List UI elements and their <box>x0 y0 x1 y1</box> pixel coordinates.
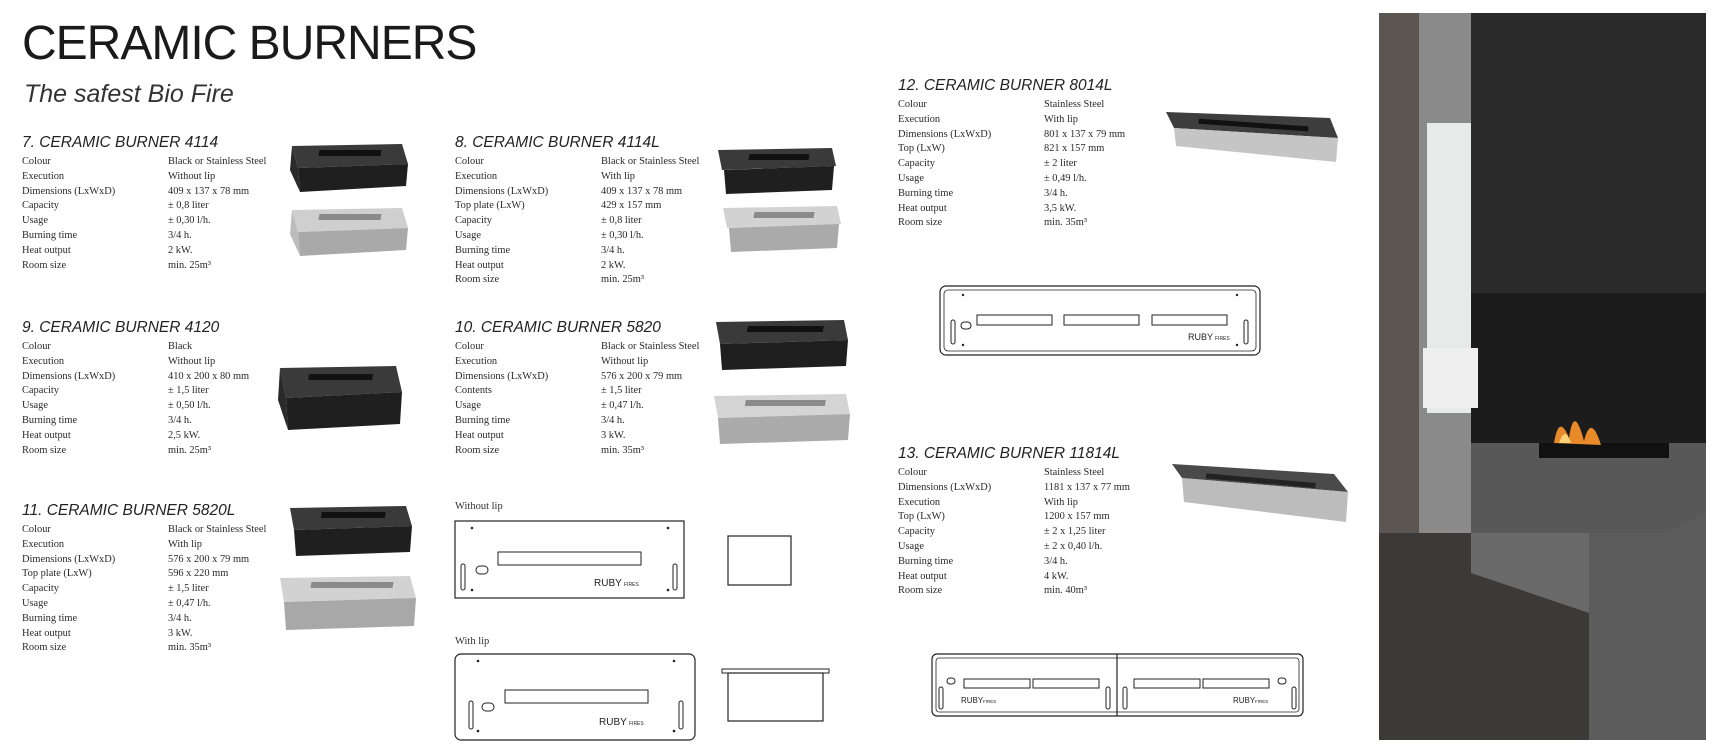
spec-label: Room size <box>22 642 67 654</box>
page-subtitle: The safest Bio Fire <box>24 80 234 108</box>
svg-text:FIRES: FIRES <box>1215 336 1230 342</box>
spec-label: Top (LxW) <box>898 511 945 523</box>
product-10 <box>455 319 699 458</box>
spec-label: Colour <box>898 99 927 110</box>
spec-value: ± 1,5 liter <box>601 385 642 397</box>
burner-black-image <box>712 140 837 202</box>
product-title: 13. CERAMIC BURNER 11814L <box>898 445 1120 462</box>
burner-11814l-drawing <box>931 653 1305 718</box>
spec-value: 409 x 137 x 78 mm <box>168 185 250 197</box>
spec-row <box>898 555 1130 570</box>
spec-label: Colour <box>898 467 927 478</box>
spec-row <box>898 466 1130 481</box>
spec-value: Without lip <box>168 170 216 182</box>
spec-label: Dimensions (LxWxD) <box>22 185 116 197</box>
spec-label: Burning time <box>22 414 78 426</box>
spec-row <box>22 553 266 568</box>
spec-row <box>22 384 249 399</box>
spec-row <box>22 185 266 200</box>
product-title: 10. CERAMIC BURNER 5820 <box>455 319 661 336</box>
spec-label: Execution <box>898 113 941 125</box>
burner-steel-image <box>284 200 409 262</box>
without-lip-label: Without lip <box>455 501 503 512</box>
spec-label: Colour <box>22 341 51 352</box>
spec-row <box>22 444 249 459</box>
spec-row <box>22 214 266 229</box>
spec-value: ± 0,30 l/h. <box>601 229 644 241</box>
burner-steel-image <box>1160 100 1345 188</box>
spec-label: Colour <box>455 156 484 167</box>
spec-value: 3/4 h. <box>1044 555 1068 567</box>
spec-label: Execution <box>22 170 65 182</box>
spec-row <box>455 214 699 229</box>
spec-row <box>22 429 249 444</box>
spec-label: Capacity <box>22 385 59 397</box>
spec-row <box>22 523 266 538</box>
spec-value: Stainless Steel <box>1044 99 1105 110</box>
without-lip-top-drawing <box>454 520 686 600</box>
spec-value: Black or Stainless Steel <box>168 156 267 167</box>
svg-text:FIRES: FIRES <box>983 699 997 704</box>
spec-row <box>22 340 249 355</box>
spec-row <box>455 229 699 244</box>
spec-label: Burning time <box>22 229 78 241</box>
svg-text:RUBY: RUBY <box>1188 332 1214 342</box>
spec-value: 4 kW. <box>1044 570 1069 582</box>
spec-label: Execution <box>455 355 498 367</box>
spec-value: 1200 x 157 mm <box>1044 511 1110 523</box>
spec-label: Colour <box>455 341 484 352</box>
spec-row <box>898 525 1130 540</box>
spec-label: Execution <box>22 355 65 367</box>
spec-value: Black or Stainless Steel <box>168 524 267 535</box>
spec-label: Heat output <box>455 429 504 441</box>
product-7 <box>22 134 266 273</box>
burner-steel-image <box>717 198 842 260</box>
spec-row <box>22 155 266 170</box>
spec-row <box>898 481 1130 496</box>
spec-value: 3/4 h. <box>168 612 192 624</box>
spec-row <box>22 597 266 612</box>
spec-row <box>898 584 1130 599</box>
spec-label: Capacity <box>22 583 59 595</box>
product-title: 11. CERAMIC BURNER 5820L <box>22 502 236 519</box>
burner-steel-image <box>1168 452 1353 542</box>
spec-row <box>455 444 699 459</box>
spec-label: Dimensions (LxWxD) <box>455 370 549 382</box>
spec-label: Top plate (LxW) <box>22 568 92 580</box>
spec-label: Dimensions (LxWxD) <box>898 481 992 493</box>
spec-label: Capacity <box>898 158 935 170</box>
spec-label: Dimensions (LxWxD) <box>898 128 992 140</box>
spec-value: min. 35m³ <box>168 642 211 654</box>
spec-value: 3/4 h. <box>601 414 625 426</box>
spec-value: min. 25m³ <box>168 259 211 271</box>
spec-label: Heat output <box>22 429 71 441</box>
spec-label: Top plate (LxW) <box>455 200 525 212</box>
spec-row <box>22 627 266 642</box>
spec-label: Usage <box>455 229 481 241</box>
spec-row <box>455 414 699 429</box>
spec-label: Execution <box>455 170 498 182</box>
spec-value: ± 2 x 0,40 l/h. <box>1044 540 1103 552</box>
burner-black-image <box>284 136 409 198</box>
spec-label: Top (LxW) <box>898 143 945 155</box>
spec-row <box>22 567 266 582</box>
spec-value: 3/4 h. <box>601 244 625 256</box>
spec-label: Room size <box>22 444 67 456</box>
spec-label: Capacity <box>455 215 492 227</box>
spec-value: 2,5 kW. <box>168 429 201 441</box>
spec-label: Usage <box>22 215 48 227</box>
with-lip-label: With lip <box>455 636 490 647</box>
spec-row <box>22 229 266 244</box>
spec-row <box>898 510 1130 525</box>
spec-label: Execution <box>898 496 941 508</box>
spec-value: min. 35m³ <box>1044 217 1087 229</box>
spec-row <box>898 142 1125 157</box>
spec-label: Capacity <box>22 200 59 212</box>
spec-row <box>22 259 266 274</box>
spec-row <box>455 384 699 399</box>
fireplace-room-photo <box>1379 13 1706 740</box>
spec-value: ± 2 liter <box>1044 158 1077 170</box>
spec-value: Without lip <box>601 355 649 367</box>
spec-label: Heat output <box>898 570 947 582</box>
spec-value: ± 0,47 l/h. <box>168 597 211 609</box>
spec-row <box>898 187 1125 202</box>
spec-value: ± 0,30 l/h. <box>168 215 211 227</box>
spec-row <box>455 170 699 185</box>
spec-row <box>455 185 699 200</box>
spec-row <box>455 244 699 259</box>
spec-value: 3,5 kW. <box>1044 202 1077 214</box>
spec-value: With lip <box>1044 113 1078 125</box>
product-8 <box>455 134 699 288</box>
spec-value: ± 1,5 liter <box>168 385 209 397</box>
burner-steel-image <box>270 568 420 638</box>
spec-row <box>22 355 249 370</box>
burner-black-image <box>710 314 850 376</box>
spec-value: 821 x 157 mm <box>1044 143 1105 155</box>
product-title: 7. CERAMIC BURNER 4114 <box>22 134 219 151</box>
product-title: 12. CERAMIC BURNER 8014L <box>898 77 1113 94</box>
spec-value: With lip <box>601 170 635 182</box>
spec-label: Usage <box>898 172 924 184</box>
spec-value: ± 1,5 liter <box>168 583 209 595</box>
product-13 <box>898 445 1130 599</box>
spec-value: Without lip <box>168 355 216 367</box>
svg-text:RUBY: RUBY <box>1233 696 1256 705</box>
spec-value: 3 kW. <box>601 429 626 441</box>
spec-value: 801 x 137 x 79 mm <box>1044 128 1126 140</box>
svg-text:FIRES: FIRES <box>1255 699 1269 704</box>
spec-value: 576 x 200 x 79 mm <box>601 370 683 382</box>
spec-value: min. 35m³ <box>601 444 644 456</box>
spec-value: 2 kW. <box>168 244 193 256</box>
spec-row <box>898 570 1130 585</box>
spec-row <box>898 540 1130 555</box>
spec-row <box>455 340 699 355</box>
spec-value: min. 25m³ <box>168 444 211 456</box>
spec-label: Burning time <box>455 414 511 426</box>
product-title: 9. CERAMIC BURNER 4120 <box>22 319 220 336</box>
product-11 <box>22 502 266 656</box>
burner-black-image <box>272 358 407 436</box>
spec-row <box>455 259 699 274</box>
spec-row <box>22 199 266 214</box>
product-12 <box>898 77 1125 231</box>
spec-value: ± 0,8 liter <box>168 200 209 212</box>
spec-row <box>22 538 266 553</box>
spec-value: ± 0,49 l/h. <box>1044 172 1087 184</box>
brand-text: RUBY <box>594 578 622 589</box>
spec-label: Capacity <box>898 526 935 538</box>
spec-value: ± 0,8 liter <box>601 215 642 227</box>
spec-label: Dimensions (LxWxD) <box>22 553 116 565</box>
svg-text:RUBY: RUBY <box>961 696 984 705</box>
spec-row <box>455 199 699 214</box>
spec-row <box>22 399 249 414</box>
spec-label: Room size <box>22 259 67 271</box>
spec-row <box>455 370 699 385</box>
spec-value: 1181 x 137 x 77 mm <box>1044 481 1130 493</box>
spec-row <box>898 113 1125 128</box>
spec-row <box>898 128 1125 143</box>
spec-value: 3/4 h. <box>1044 187 1068 199</box>
with-lip-top-drawing <box>454 653 697 743</box>
spec-row <box>22 370 249 385</box>
spec-value: ± 0,50 l/h. <box>168 400 211 412</box>
spec-value: 409 x 137 x 78 mm <box>601 185 683 197</box>
spec-row <box>898 496 1130 511</box>
spec-label: Dimensions (LxWxD) <box>22 370 116 382</box>
spec-label: Colour <box>22 524 51 535</box>
spec-row <box>455 355 699 370</box>
spec-value: 596 x 220 mm <box>168 568 229 580</box>
spec-label: Room size <box>898 217 943 229</box>
spec-value: 3/4 h. <box>168 229 192 241</box>
spec-label: Burning time <box>22 612 78 624</box>
spec-label: Usage <box>22 597 48 609</box>
spec-label: Heat output <box>898 202 947 214</box>
product-title: 8. CERAMIC BURNER 4114L <box>455 134 660 151</box>
burner-8014l-drawing <box>939 285 1262 357</box>
svg-text:FIRES: FIRES <box>629 721 644 727</box>
spec-row <box>455 399 699 414</box>
spec-label: Burning time <box>898 555 954 567</box>
spec-row <box>455 429 699 444</box>
spec-label: Usage <box>22 400 48 412</box>
spec-row <box>455 155 699 170</box>
spec-row <box>898 216 1125 231</box>
spec-value: 429 x 157 mm <box>601 200 662 212</box>
spec-value: 3 kW. <box>168 627 193 639</box>
burner-steel-image <box>708 388 853 450</box>
spec-row <box>898 157 1125 172</box>
spec-row <box>22 170 266 185</box>
spec-row <box>22 612 266 627</box>
burner-black-image <box>284 500 414 562</box>
page-title: CERAMIC BURNERS <box>22 17 477 70</box>
with-lip-side-drawing <box>721 668 831 724</box>
spec-row <box>22 414 249 429</box>
spec-value: 576 x 200 x 79 mm <box>168 553 250 565</box>
spec-row <box>22 244 266 259</box>
spec-label: Heat output <box>455 259 504 271</box>
spec-label: Usage <box>455 400 481 412</box>
spec-value: 3/4 h. <box>168 414 192 426</box>
spec-value: ± 2 x 1,25 liter <box>1044 526 1106 538</box>
spec-value: 410 x 200 x 80 mm <box>168 370 250 382</box>
spec-value: min. 25m³ <box>601 274 644 286</box>
spec-value: With lip <box>1044 496 1078 508</box>
spec-label: Heat output <box>22 244 71 256</box>
spec-label: Contents <box>455 385 492 397</box>
spec-label: Room size <box>455 274 500 286</box>
spec-row <box>22 641 266 656</box>
spec-value: ± 0,47 l/h. <box>601 400 644 412</box>
spec-row <box>898 202 1125 217</box>
spec-label: Usage <box>898 540 924 552</box>
svg-text:FIRES: FIRES <box>624 582 639 588</box>
spec-value: min. 40m³ <box>1044 585 1087 597</box>
product-9 <box>22 319 249 458</box>
spec-value: Black <box>168 341 193 352</box>
spec-label: Colour <box>22 156 51 167</box>
spec-row <box>455 273 699 288</box>
spec-label: Burning time <box>898 187 954 199</box>
spec-row <box>898 98 1125 113</box>
without-lip-side-drawing <box>727 535 793 587</box>
spec-label: Room size <box>455 444 500 456</box>
spec-value: With lip <box>168 538 202 550</box>
spec-label: Execution <box>22 538 65 550</box>
spec-label: Room size <box>898 585 943 597</box>
spec-value: Black or Stainless Steel <box>601 156 700 167</box>
spec-value: Stainless Steel <box>1044 467 1105 478</box>
spec-label: Dimensions (LxWxD) <box>455 185 549 197</box>
spec-label: Heat output <box>22 627 71 639</box>
spec-value: Black or Stainless Steel <box>601 341 700 352</box>
svg-text:RUBY: RUBY <box>599 717 627 728</box>
spec-label: Burning time <box>455 244 511 256</box>
spec-value: 2 kW. <box>601 259 626 271</box>
spec-row <box>22 582 266 597</box>
spec-row <box>898 172 1125 187</box>
